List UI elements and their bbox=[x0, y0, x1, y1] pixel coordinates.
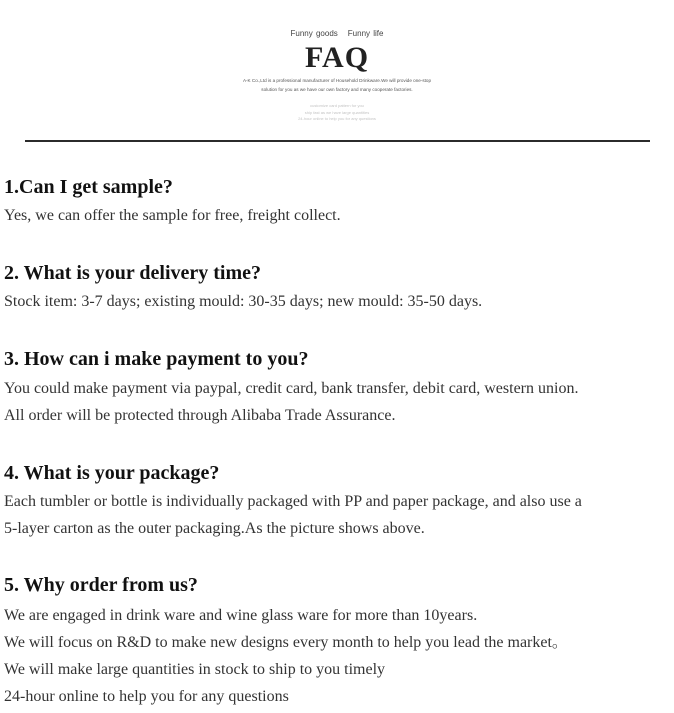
faq-banner bbox=[0, 0, 674, 150]
faq-answer-4-line-1: Each tumbler or bottle is individually packaged with PP and paper package, and also use a bbox=[4, 493, 582, 510]
page-title: FAQ bbox=[304, 41, 370, 74]
faq-answer-5-line-4: 24-hour online to help you for any questions bbox=[4, 688, 289, 705]
banner-tagline bbox=[0, 29, 674, 38]
faq-answer-5-line-1: We are engaged in drink ware and wine glass ware for more than 10years. bbox=[4, 607, 478, 624]
divider bbox=[25, 140, 650, 142]
tagline-left: Funny goods bbox=[290, 29, 338, 38]
faq-answer-2-line-1: Stock item: 3-7 days; existing mould: 30-35 days; new mould: 35-50 days. bbox=[4, 293, 483, 310]
banner-intro bbox=[0, 76, 674, 94]
intro-line-2: solution for you as we have our own factory and many cooperate factories. bbox=[261, 87, 413, 92]
banner-faint-notes bbox=[0, 103, 674, 123]
faint-line-1: customize card pattern for you bbox=[310, 103, 364, 108]
faq-question-4: 4. What is your package? bbox=[4, 462, 220, 484]
intro-line-1: A-K Co.,Ltd is a professional manufacturer of Household Drinkware.We will provide one-stop bbox=[242, 78, 432, 83]
faq-question-1: 1.Can I get sample? bbox=[4, 176, 173, 198]
faq-answer-5-line-3: We will make large quantities in stock to ship to you timely bbox=[4, 661, 386, 678]
faq-answer-1-line-1: Yes, we can offer the sample for free, freight collect. bbox=[4, 207, 341, 224]
faq-answer-4-line-2: 5-layer carton as the outer packaging.As the picture shows above. bbox=[4, 520, 425, 537]
faint-line-3: 24-hour online to help you for any questions bbox=[298, 116, 376, 121]
faq-answer-3-line-1: You could make payment via paypal, credit card, bank transfer, debit card, western union. bbox=[4, 380, 579, 397]
faq-answer-5-line-2: We will focus on R&D to make new designs every month to help you lead the market。 bbox=[4, 634, 568, 651]
faq-answer-3-line-2: All order will be protected through Alibaba Trade Assurance. bbox=[4, 407, 396, 424]
faq-question-2: 2. What is your delivery time? bbox=[4, 262, 262, 284]
faq-question-3: 3. How can i make payment to you? bbox=[4, 348, 309, 370]
tagline-right: Funny life bbox=[347, 29, 384, 38]
faq-question-5: 5. Why order from us? bbox=[4, 574, 198, 596]
faint-line-2: ship fast as we have large quantities bbox=[304, 109, 370, 115]
